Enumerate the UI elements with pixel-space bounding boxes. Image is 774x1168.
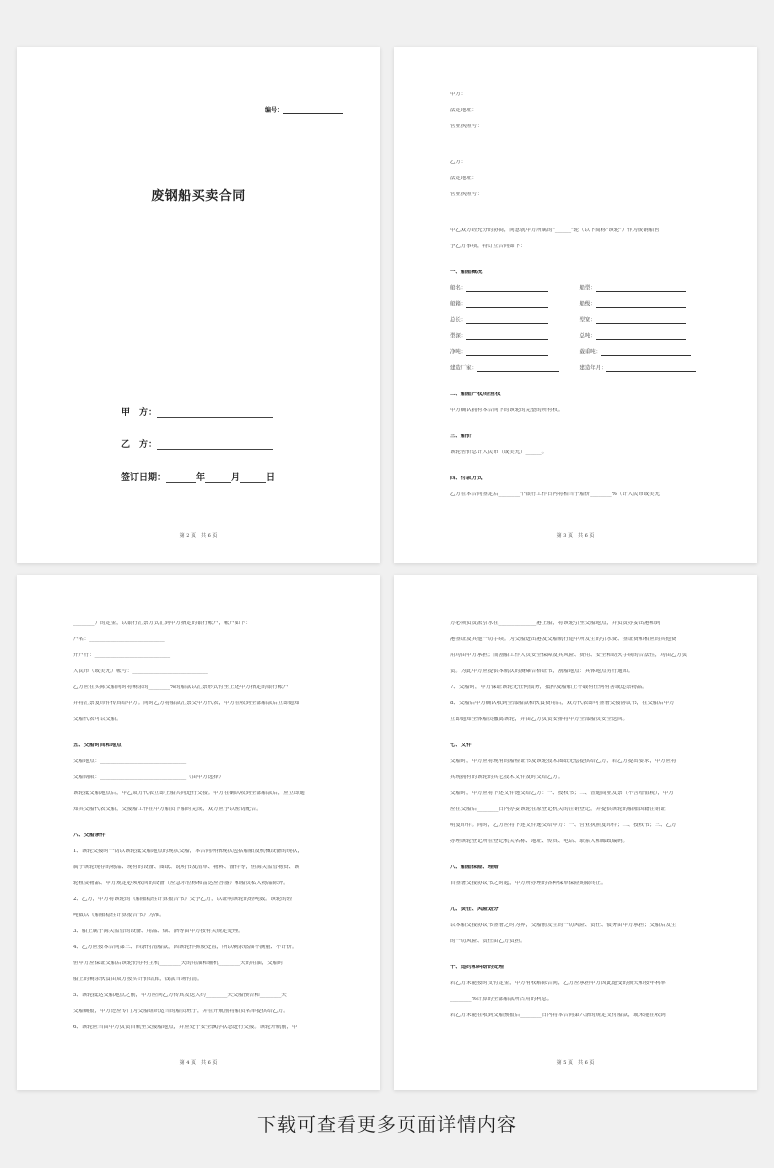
- line-spacing: [450, 233, 709, 244]
- sign-date-label: 签订日期：: [121, 473, 167, 483]
- page-cover: [17, 47, 380, 563]
- spacer: [450, 955, 711, 965]
- line-spacing: [73, 706, 332, 717]
- ship-detail-cell: [450, 334, 580, 339]
- text-line: ________%计算的全部船款所占用的利息。: [450, 996, 553, 1002]
- line-spacing: [450, 97, 709, 108]
- text-line: 交船期限：________________________________（由甲方选择）: [73, 774, 224, 780]
- line-spacing: [73, 854, 332, 865]
- document-number-blank: [283, 113, 343, 114]
- line-spacing: [450, 870, 711, 881]
- text-line: 若乙方未能在收到交船预报后________日内将本合同第六条的规定支付船款，或未能在收到: [450, 1012, 666, 1018]
- section-heading: 一、船舶概况: [450, 269, 483, 275]
- ship-detail-blank: [601, 350, 691, 356]
- text-line: 以本船交接协议书签署之时为界，交船前发生的一切风险、责任、债务由甲方承担；交船后发生: [450, 922, 677, 928]
- line-spacing: [450, 764, 711, 775]
- section-heading: 七、文件: [450, 742, 472, 748]
- ship-detail-cell: [580, 350, 710, 355]
- line-spacing: [450, 828, 711, 839]
- spacer: [73, 733, 332, 743]
- text-line: 营业执照号：: [450, 191, 483, 197]
- ship-detail-label: 总吨：: [579, 333, 596, 340]
- line-spacing: [450, 812, 711, 823]
- text-line: 8、交船后甲方确认收到全部船款和伙食费用后，双方代表即可签署交接协议书，在交船后甲方: [450, 700, 675, 706]
- ship-detail-row: [450, 350, 709, 355]
- line-spacing: [73, 690, 332, 701]
- ship-detail-cell: [580, 334, 710, 339]
- text-line: 乙方在本合同签定后________个银行工作日内将相当于船价________%（计人民币或美元: [450, 491, 660, 497]
- line-spacing: [450, 748, 711, 759]
- text-line: 交船确报，甲方还应专门为交船组织适当的船员班子，并在开航前将船员名单提供给乙方。: [73, 1008, 289, 1014]
- line-spacing: [450, 113, 709, 124]
- ship-details-table: [450, 286, 709, 382]
- download-caption: 下载可查看更多页面详情内容: [256, 1114, 517, 1136]
- text-line: 船上的剩余伙食由双方按实计价结算，钱款当场付清。: [73, 976, 203, 982]
- ship-detail-cell: [450, 286, 580, 291]
- ship-detail-label: 船级：: [579, 301, 596, 308]
- page-3: [17, 575, 380, 1090]
- section-heading: 五、交船时间和地点: [73, 742, 122, 748]
- ship-detail-blank: [596, 286, 686, 292]
- line-spacing: [73, 934, 332, 945]
- text-line: 4、乙方应按本合同第三、四条付清船款，因该轮作拆废处置，所以剩余燃油不测量、不计价。: [73, 944, 298, 950]
- text-line: 交船时，甲方应将下述文件递交给乙方：一、授权书；二、普通商业发票（不含增值税），甲方: [450, 790, 674, 796]
- line-spacing: [73, 918, 332, 929]
- ship-detail-cell: [450, 302, 580, 307]
- ship-detail-blank: [596, 318, 686, 324]
- text-line: 甲方确认拥有本合同下的该轮的完整的所有权。: [450, 407, 564, 413]
- line-spacing: [73, 748, 332, 759]
- ship-detail-row: [450, 366, 709, 371]
- ship-detail-label: 船籍：: [450, 301, 467, 308]
- text-line: 方必须负责派引水在______________港上船，将该轮引至交船地点，并负责办妥出港和到: [450, 621, 661, 626]
- text-block: [450, 621, 711, 1029]
- text-line: 甲乙双方经充分的协商，同意就甲方所属的"______"轮（以下简称"该轮"）作为废钢船售: [450, 227, 660, 233]
- text-line: 交船代表可以交船。: [73, 716, 122, 722]
- text-line: 5、该轮抵达交船地点之前，甲方应向乙方传真发送大约________天交船预告和________天: [73, 992, 287, 998]
- line-spacing: [450, 706, 711, 717]
- page-footer: 第 2 页 共 6 页: [179, 533, 218, 539]
- spacer: [450, 208, 709, 228]
- line-spacing: [450, 780, 711, 791]
- ship-detail-blank: [596, 302, 686, 308]
- text-block: [450, 92, 709, 286]
- line-spacing: [450, 722, 711, 733]
- section-heading: 九、责任、风险划分: [450, 906, 499, 912]
- line-spacing: [73, 870, 332, 881]
- ship-detail-row: [450, 286, 709, 291]
- section-heading: 二、船舶产权/经营权: [450, 391, 501, 397]
- text-block: [450, 382, 709, 508]
- spacer: [73, 823, 332, 833]
- text-line: 乙方应在实际交船同时将剩余的________%的船款以汇票形式付至上述甲方指定的银行帐户: [73, 684, 289, 690]
- line-spacing: [450, 796, 711, 807]
- line-spacing: [73, 626, 332, 637]
- line-spacing: [450, 181, 709, 192]
- line-spacing: [450, 690, 711, 701]
- page-2: [394, 47, 757, 563]
- text-line: 法定地址：: [450, 175, 477, 181]
- line-spacing: [450, 497, 709, 508]
- section-heading: 六、交船条件: [73, 832, 106, 838]
- ship-detail-blank: [606, 366, 696, 372]
- line-spacing: [73, 998, 332, 1009]
- party-a-blank: [157, 408, 273, 418]
- line-spacing: [450, 844, 711, 855]
- text-line: 明复印件。同时，乙方应将下述文件递交给甲方：一、营业执照复印件；二、授权书；三、乙方: [450, 822, 677, 828]
- text-line: 6、该轮应当由甲方负责自航至交接船地点，并应处于安全飘浮状态进行交接。该轮开航前，甲: [73, 1024, 298, 1030]
- line-spacing: [450, 1018, 711, 1029]
- text-line: 立即通知全体船员撤离该轮，并由乙方负责安排将甲方全部船员安全送回。: [450, 716, 628, 722]
- line-spacing: [450, 970, 711, 981]
- line-spacing: [73, 950, 332, 961]
- ship-detail-blank: [466, 350, 548, 356]
- party-a-label: 甲 方：: [121, 408, 158, 418]
- line-spacing: [450, 674, 711, 685]
- ship-detail-label: 净吨：: [450, 349, 467, 356]
- ship-detail-blank: [466, 318, 548, 324]
- spacer: [450, 897, 711, 907]
- text-line: ________）的定金，以银行汇票方式汇到甲方指定的银行帐户，帐户如下：: [73, 621, 251, 626]
- text-line: 属于该轮现存的物品、现有的设备、图纸、说明书及清单、物料、备件等，但海关监管物资、该: [73, 864, 300, 870]
- ship-detail-row: [450, 302, 709, 307]
- line-spacing: [450, 413, 709, 424]
- ship-detail-cell: [580, 366, 710, 371]
- page-4: [394, 575, 757, 1090]
- contract-title: 废钢船买卖合同: [151, 189, 246, 204]
- text-line: 法定地址：: [450, 107, 477, 113]
- line-spacing: [73, 674, 332, 685]
- line-spacing: [73, 886, 332, 897]
- spacer: [450, 382, 709, 392]
- text-line: 若乙方未能按时支付定金，甲方有权解除合同，乙方应承担甲方因此遭受的损失和按年利率: [450, 980, 666, 986]
- text-line: 的一切风险、责任由乙方负担。: [450, 938, 526, 944]
- line-spacing: [73, 838, 332, 849]
- line-spacing: [450, 928, 711, 939]
- text-line: 该轮抵交船地点后，甲乙双方代表立即上船共同进行交接。甲方在确认收到全部船款后，应立即通: [73, 790, 305, 796]
- text-line: 交船时，甲方应将现有的船检证书及该轮技术图纸无偿提供给乙方，若乙方提出要求，甲方应将: [450, 758, 677, 764]
- line-spacing: [73, 1030, 332, 1041]
- text-line: 营业执照号：: [450, 123, 483, 129]
- line-spacing: [73, 658, 332, 669]
- year-blank: [166, 473, 196, 483]
- text-line: 用均由甲方承担；而割船工作人员安全保障及其风险、费用、安全和动火手续的合法性，均由乙方负: [450, 652, 688, 658]
- text-line: 自签署交接协议书之时起，甲方所办理的各种保单保险期限终止。: [450, 880, 607, 886]
- line-spacing: [73, 1014, 332, 1025]
- line-spacing: [73, 722, 332, 733]
- text-line: 知其交船代表交船，交接船工作在甲方船员下船时完成，双方应予以密切配合。: [73, 806, 262, 812]
- party-b-line: [121, 437, 273, 450]
- text-line: 办理该轮登记所在登记机关名称、地址、传真、电话、联系人和邮政编码。: [450, 838, 628, 844]
- ship-detail-row: [450, 334, 709, 339]
- text-line: 乙方：: [450, 159, 467, 165]
- document-number: [265, 105, 343, 114]
- text-line: 2、乙方，甲方将该轮的《船舶稳性计算报告书》交予乙方，以证明该轮的轻吨数。该轮的轻: [73, 896, 293, 902]
- text-line: 应在交船后________日内办妥该轮在原登记机关的注销登记，并提供该轮的船舶国籍注销证: [450, 806, 666, 812]
- text-line: 责。为此甲方应提供本航次的测爆合格证书，割船地点：具体地点另行通知。: [450, 668, 634, 674]
- party-b-label: 乙 方：: [121, 440, 158, 450]
- text-block: [73, 621, 332, 1041]
- line-spacing: [450, 371, 709, 382]
- text-line: 港签证及其他一切手续。为交船进出港及交船航行途中所发生的引水费、签证费和相应的其他费: [450, 636, 677, 642]
- text-line: 人民币（或美元）帐号：____________________________: [73, 668, 208, 674]
- line-spacing: [450, 944, 711, 955]
- line-spacing: [450, 912, 711, 923]
- month-blank: [205, 473, 231, 483]
- spacer: [450, 466, 709, 476]
- line-spacing: [73, 780, 332, 791]
- section-heading: 四、付款方式: [450, 475, 483, 481]
- ship-detail-cell: [580, 302, 710, 307]
- text-line: 轮租赁物品、甲方规定必须收回的设备（应急示位标和雷达应答器）和船员私人物品除外。: [73, 880, 289, 886]
- line-spacing: [450, 439, 709, 450]
- line-spacing: [450, 626, 711, 637]
- text-line: 3、船上属于海关监管的设备、用品、烟、酒等由甲方按有关规定处理。: [73, 928, 244, 934]
- ship-detail-cell: [580, 318, 710, 323]
- line-spacing: [450, 129, 709, 140]
- month-label: 月: [231, 473, 241, 483]
- section-heading: 十、违约和纠纷的处理: [450, 964, 504, 970]
- year-label: 年: [196, 473, 206, 483]
- line-spacing: [73, 982, 332, 993]
- day-label: 日: [266, 473, 276, 483]
- page-footer: 第 5 页 共 6 页: [556, 1060, 595, 1066]
- page-footer: 第 4 页 共 6 页: [179, 1060, 218, 1066]
- spacer: [450, 424, 709, 434]
- ship-detail-blank: [477, 366, 559, 372]
- ship-detail-label: 型宽：: [579, 317, 596, 324]
- party-a-line: [121, 405, 273, 418]
- text-line: 甲方：: [450, 92, 467, 97]
- ship-detail-blank: [596, 334, 686, 340]
- ship-detail-cell: [580, 286, 710, 291]
- ship-detail-label: 船型：: [579, 285, 596, 292]
- day-blank: [240, 473, 266, 483]
- line-spacing: [73, 764, 332, 775]
- line-spacing: [450, 658, 711, 669]
- document-number-label: 编号：: [265, 107, 284, 114]
- text-line: 吨数以《船舶稳性计算报告书》为准。: [73, 912, 165, 918]
- text-line: 其现拥有的该轮的其它技术文件及时交给乙方。: [450, 774, 564, 780]
- page-body: [450, 621, 711, 1029]
- ship-detail-label: 船名：: [450, 285, 467, 292]
- spacer: [450, 260, 709, 270]
- ship-detail-label: 总长：: [450, 317, 467, 324]
- line-spacing: [450, 397, 709, 408]
- line-spacing: [450, 165, 709, 176]
- ship-detail-label: 型深：: [450, 333, 467, 340]
- ship-detail-blank: [466, 286, 548, 292]
- line-spacing: [73, 966, 332, 977]
- ship-detail-label: 建造厂家：: [450, 365, 477, 372]
- text-line: 予乙方事项，特订立合同如下：: [450, 243, 526, 249]
- ship-detail-cell: [450, 366, 580, 371]
- text-line: 1、该轮交接时一切以该轮抵交船地点的现状交船，本合同所指现状包括船舶及机械设备的现状，: [73, 848, 303, 854]
- party-b-blank: [157, 440, 273, 450]
- line-spacing: [73, 812, 332, 823]
- ship-detail-label: 载重吨：: [579, 349, 602, 356]
- text-line: 开户行：____________________________: [73, 652, 171, 658]
- line-spacing: [450, 986, 711, 997]
- ship-detail-blank: [466, 302, 548, 308]
- sign-date-line: [121, 470, 275, 483]
- section-heading: 三、船价: [450, 433, 472, 439]
- ship-detail-row: [450, 318, 709, 323]
- section-heading: 八、船舶保险、理赔: [450, 864, 499, 870]
- text-line: 并将汇票复印件传真给甲方。同时乙方将船款汇票交甲方代表，甲方在收到全部船款后立即通知: [73, 700, 300, 706]
- spacer: [450, 855, 711, 865]
- spacer: [450, 733, 711, 743]
- line-spacing: [73, 796, 332, 807]
- page-footer: 第 3 页 共 6 页: [556, 533, 595, 539]
- text-line: 但甲方应保证交船后该轮仍存有主机________天的用油和辅机________天的用油，交船时: [73, 960, 284, 966]
- line-spacing: [450, 642, 711, 653]
- line-spacing: [73, 642, 332, 653]
- page-body: [73, 621, 332, 1041]
- text-line: 交船地点：________________________________: [73, 758, 187, 764]
- ship-detail-cell: [450, 318, 580, 323]
- line-spacing: [450, 481, 709, 492]
- line-spacing: [450, 249, 709, 260]
- ship-detail-label: 建造年月：: [579, 365, 607, 372]
- line-spacing: [450, 455, 709, 466]
- text-line: 户名：____________________________: [73, 636, 165, 642]
- line-spacing: [450, 1002, 711, 1013]
- text-line: 该轮售价总计人民币（或美元）______。: [450, 449, 548, 455]
- page-body: [450, 92, 709, 508]
- ship-detail-cell: [450, 350, 580, 355]
- ship-detail-blank: [466, 334, 548, 340]
- text-line: 7、交船时，甲方保证该轮无任何债务，抵押及船舶上不载有任何有害或违禁物品。: [450, 684, 648, 690]
- spacer: [450, 140, 709, 160]
- line-spacing: [73, 902, 332, 913]
- line-spacing: [450, 886, 711, 897]
- line-spacing: [450, 197, 709, 208]
